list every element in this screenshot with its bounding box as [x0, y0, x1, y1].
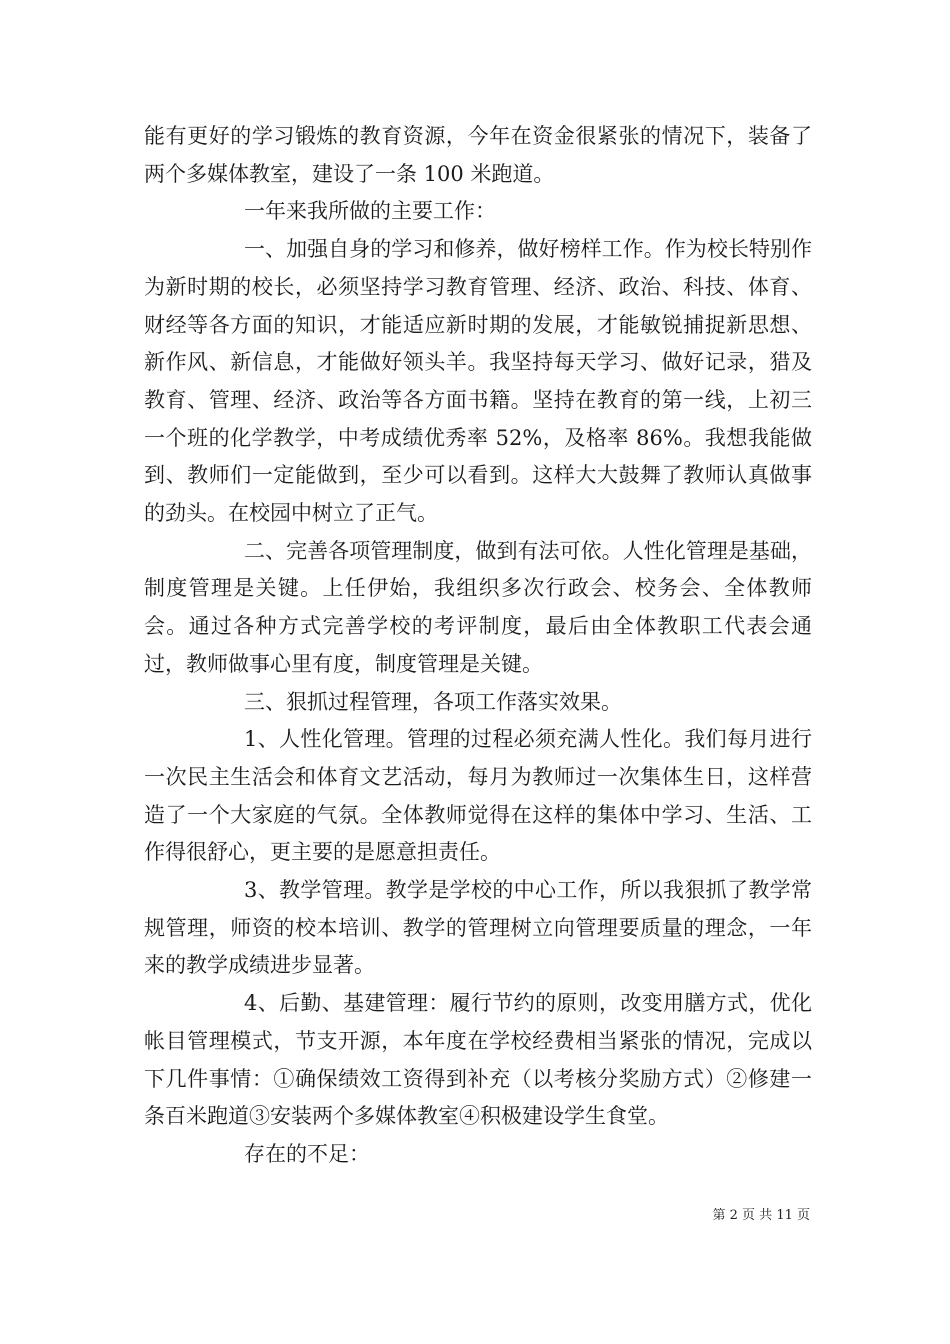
paragraph-1: 能有更好的学习锻炼的教育资源，今年在资金很紧张的情况下，装备了两个多媒体教室，建设了一条 100 米跑道。 — [144, 124, 812, 186]
paragraph-7: 3、教学管理。教学是学校的中心工作，所以我狠抓了教学常规管理，师资的校本培训、教学的管理树立向管理要质量的理念，一年来的教学成绩进步显著。 — [144, 878, 812, 978]
page-number-footer: 第 2 页 共 11 页 — [712, 1208, 810, 1223]
paragraph-4: 二、完善各项管理制度，做到有法可依。人性化管理是基础，制度管理是关键。上任伊始，我组织多次行政会、校务会、全体教师会。通过各种方式完善学校的考评制度，最后由全体教职工代表会通过，教师做事心里有度，制度管理是关键。 — [144, 538, 812, 676]
paragraph-5: 三、狠抓过程管理，各项工作落实效果。 — [244, 689, 622, 714]
paragraph-2: 一年来我所做的主要工作： — [244, 199, 496, 224]
paragraph-6: 1、人性化管理。管理的过程必须充满人性化。我们每月进行一次民主生活会和体育文艺活动，每月为教师过一次集体生日，这样营造了一个大家庭的气氛。全体教师觉得在这样的集体中学习、生活、工作得很舒心，更主要的是愿意担责任。 — [144, 727, 812, 865]
paragraph-8: 4、后勤、基建管理：履行节约的原则，改变用膳方式，优化帐目管理模式，节支开源，本年度在学校经费相当紧张的情况，完成以下几件事情：①确保绩效工资得到补充（以考核分奖励方式）②修建一条百米跑道③安装两个多媒体教室④积极建设学生食堂。 — [144, 991, 812, 1129]
document-body — [144, 118, 812, 1174]
paragraph-9: 存在的不足： — [244, 1141, 370, 1166]
paragraph-3: 一、加强自身的学习和修养，做好榜样工作。作为校长特别作为新时期的校长，必须坚持学习教育管理、经济、政治、科技、体育、财经等各方面的知识，才能适应新时期的发展，才能敏锐捕捉新思想、新作风、新信息，才能做好领头羊。我坚持每天学习、做好记录，猎及教育、管理、经济、政治等各方面书籍。坚持在教育的第一线，上初三一个班的化学教学，中考成绩优秀率 52%，及格率 86%。我想我能做到、教师们一定能做到，至少可以看到。这样大大鼓舞了教师认真做事的劲头。在校园中树立了正气。 — [144, 237, 812, 526]
